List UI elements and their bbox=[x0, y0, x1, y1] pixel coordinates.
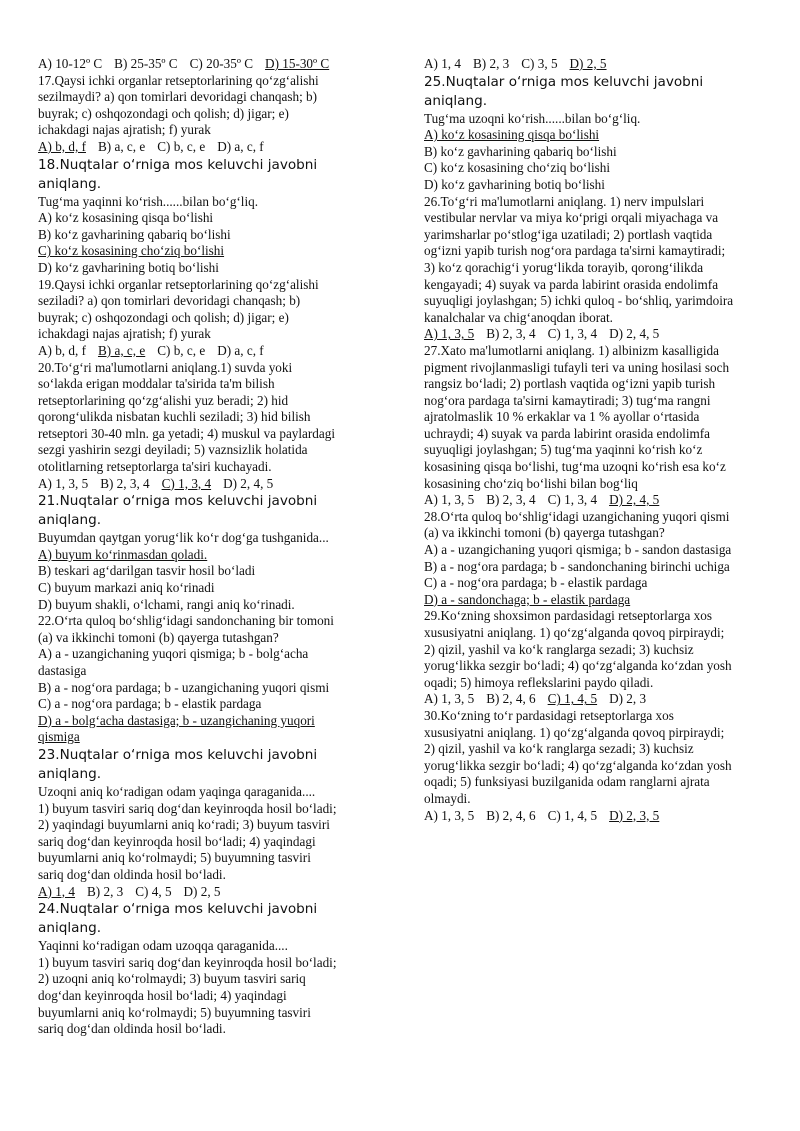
text-line: (a) va ikkinchi tomoni (b) qayerga tutashgan? bbox=[38, 629, 279, 645]
answer-option: A) 1, 4 bbox=[424, 56, 461, 71]
answer-option: A) 1, 3, 5 bbox=[424, 492, 475, 508]
text-line: D) buyum shakli, o‘lchami, rangi aniq ko‘rinadi. bbox=[38, 596, 295, 612]
text-line: 2) qizil, yashil va ko‘k ranglarga sezadi; 3) kuchsiz bbox=[424, 641, 694, 657]
text-line: uchraydi; 4) suyak va parda labirint orasida endolimfa bbox=[424, 425, 710, 441]
answer-option: B) 2, 4, 6 bbox=[486, 691, 536, 707]
text-line: 27.Xato ma'lumotlarni aniqlang. 1) albinizm kasalligida bbox=[424, 342, 719, 358]
text-line: vestibular nervlar va miya ko‘prigi orqali miyachaga va bbox=[424, 210, 719, 226]
text-line: nog‘ora pardaga ta'sirni kamaytiradi; 3) tug‘ma rangni bbox=[424, 392, 711, 408]
answer-options bbox=[38, 476, 386, 493]
text-line: retseptorlarining qo‘zg‘alishi yuz beradi; 2) hid bbox=[38, 392, 289, 408]
answer-option: B) 25-35º C bbox=[114, 56, 178, 71]
text-line: sariq dog‘dan keyinroqda hosil bo‘ladi; 4) yaqindagi bbox=[38, 833, 316, 849]
text-line: C) a - nog‘ora pardaga; b - elastik pardaga bbox=[38, 696, 262, 712]
answer-option-correct: B) a, c, e bbox=[97, 342, 146, 358]
answer-option-correct: A) b, d, f bbox=[38, 138, 86, 154]
answer-option: B) 2, 3, 4 bbox=[486, 326, 536, 342]
answer-option: D) a, c, f bbox=[217, 138, 264, 154]
text-line: Uzoqni aniq ko‘radigan odam yaqinga qaraganida.... bbox=[38, 783, 316, 799]
answer-option: B) 2, 4, 6 bbox=[486, 807, 536, 823]
text-line: A) a - uzangichaning yuqori qismiga; b - sandon dastasiga bbox=[424, 542, 732, 558]
correct-answer-line: A) ko‘z kosasining qisqa bo‘lishi bbox=[424, 127, 600, 143]
text-line: kosasining cho‘ziq bo‘lishi bilan bog‘liq bbox=[424, 475, 638, 491]
text-line: 2) qizil, yashil va ko‘k ranglarga sezadi; 3) kuchsiz bbox=[424, 741, 694, 757]
question-heading: aniqlang. bbox=[38, 920, 102, 937]
text-line: 26.To‘g‘ri ma'lumotlarni aniqlang. 1) nerv impulslari bbox=[424, 193, 705, 209]
text-line: sariq dog‘dan oldinda hosil bo‘ladi. bbox=[38, 866, 226, 882]
answer-option-correct: C) 1, 4, 5 bbox=[547, 691, 598, 707]
text-line: B) a - nog‘ora pardaga; b - sandonchaning birinchi uchiga bbox=[424, 558, 730, 574]
text-line: Buyumdan qaytgan yorug‘lik ko‘r dog‘ga tushganida... bbox=[38, 530, 329, 546]
text-line: og‘izni yapib turish nog‘ora pardaga ta'sirni kamaytiradi; bbox=[424, 243, 726, 259]
answer-options bbox=[38, 56, 386, 73]
text-line: 30.Ko‘zning to‘r pardasidagi retseptorlarga xos bbox=[424, 707, 674, 723]
question-heading: aniqlang. bbox=[38, 512, 102, 529]
answer-options bbox=[38, 139, 386, 156]
text-line: rangsiz bo‘ladi; 2) portlash vaqtida og‘izni yapib turish bbox=[424, 376, 716, 392]
text-line: xususiyatni aniqlang. 1) qo‘zg‘alganda qovoq pirpiraydi; bbox=[424, 625, 725, 640]
question-heading: 18.Nuqtalar o‘rniga mos keluvchi javobni bbox=[38, 156, 318, 173]
answer-options bbox=[424, 808, 774, 825]
text-line: 28.O‘rta quloq bo‘shlig‘idagi uzangichaning yuqori qismi bbox=[424, 508, 730, 524]
text-line: yorug‘likka sezgir bo‘ladi; 4) qo‘zg‘alganda ko‘zdan yosh bbox=[424, 658, 732, 674]
text-line: 2) uzoqni aniq ko‘rolmaydi; 3) buyum tasviri sariq bbox=[38, 971, 306, 987]
text-line: 17.Qaysi ichki organlar retseptorlarining qo‘zg‘alishi bbox=[38, 72, 319, 88]
answer-option-correct: A) 1, 3, 5 bbox=[424, 326, 475, 342]
text-line: sariq dog‘dan oldinda hosil bo‘ladi. bbox=[38, 1021, 226, 1037]
text-line: 1) buyum tasviri sariq dog‘dan keyinroqda hosil bo‘ladi; bbox=[38, 954, 337, 970]
correct-answer-line: D) a - sandonchaga; b - elastik pardaga bbox=[424, 591, 631, 607]
question-heading: aniqlang. bbox=[424, 92, 488, 109]
answer-options bbox=[38, 343, 386, 360]
correct-answer-line: D) a - bolg‘acha dastasiga; b - uzangichaning yuqori bbox=[38, 712, 315, 728]
text-line: dastasiga bbox=[38, 663, 87, 678]
answer-option: D) 2, 4, 5 bbox=[609, 326, 660, 342]
answer-options bbox=[38, 884, 386, 901]
answer-options bbox=[424, 492, 774, 509]
text-line: B) teskari ag‘darilgan tasvir hosil bo‘ladi bbox=[38, 563, 256, 579]
text-line: B) ko‘z gavharining qabariq bo‘lishi bbox=[38, 226, 231, 242]
text-line: sezilmaydi? a) qon tomirlari devoridagi chanqash; b) bbox=[38, 89, 318, 105]
left-column bbox=[38, 56, 386, 1038]
correct-answer-line: qismiga bbox=[38, 729, 80, 745]
text-line: C) buyum markazi aniq ko‘rinadi bbox=[38, 580, 215, 596]
answer-option: A) b, d, f bbox=[38, 342, 86, 358]
text-line: dog‘dan keyinroqda hosil bo‘ladi; 4) yaqindagi bbox=[38, 987, 287, 1003]
text-line: D) ko‘z gavharining botiq bo‘lishi bbox=[38, 259, 219, 275]
answer-option: A) 10-12º C bbox=[38, 56, 103, 71]
text-line: Yaqinni ko‘radigan odam uzoqqa qaraganida.... bbox=[38, 938, 288, 954]
text-line: Tug‘ma yaqinni ko‘rish......bilan bo‘g‘liq. bbox=[38, 193, 259, 209]
text-line: otolitlarning retseptorlarga ta'siri kuchayadi. bbox=[38, 459, 272, 475]
answer-option-correct: D) 2, 3, 5 bbox=[609, 807, 660, 823]
question-heading: 21.Nuqtalar o‘rniga mos keluvchi javobni bbox=[38, 493, 318, 510]
text-line: qorong‘ulikda nisbatan kuchli seziladi; 3) hid bilish bbox=[38, 409, 311, 425]
text-line: 3) ko‘z qorachig‘i yorug‘likda torayib, qorong‘ilikda bbox=[424, 259, 704, 275]
answer-options bbox=[424, 326, 774, 343]
text-line: 29.Ko‘zning shoxsimon pardasidagi retseptorlarga xos bbox=[424, 608, 712, 624]
answer-option: A) 1, 3, 5 bbox=[38, 475, 89, 491]
answer-option: B) 2, 3 bbox=[473, 56, 510, 71]
right-column bbox=[424, 56, 774, 824]
answer-option: B) 2, 3, 4 bbox=[486, 492, 536, 508]
correct-answer-line: A) buyum ko‘rinmasdan qoladi. bbox=[38, 546, 208, 562]
answer-option: C) 1, 3, 4 bbox=[547, 326, 598, 342]
text-line: xususiyatni aniqlang. 1) qo‘zg‘alganda qovoq pirpiraydi; bbox=[424, 724, 725, 740]
answer-option: B) 2, 3, 4 bbox=[100, 475, 150, 491]
answer-options bbox=[424, 691, 774, 708]
text-line: olmaydi. bbox=[424, 790, 471, 806]
question-heading: 25.Nuqtalar o‘rniga mos keluvchi javobni bbox=[424, 73, 704, 90]
text-line: 1) buyum tasviri sariq dog‘dan keyinroqda hosil bo‘ladi; bbox=[38, 800, 337, 816]
answer-option: D) 2, 5 bbox=[183, 883, 221, 899]
answer-option: C) 1, 4, 5 bbox=[547, 807, 598, 823]
answer-option-correct: C) 1, 3, 4 bbox=[161, 475, 212, 491]
answer-option-correct: D) 15-30º C bbox=[265, 56, 330, 71]
text-line: buyumlarni aniq ko‘rolmaydi; 5) buyumning tasviri bbox=[38, 850, 311, 866]
text-line: ajratolmaslik 10 % erkaklar va 1 % ayollar o‘rtasida bbox=[424, 409, 700, 425]
answer-option: C) 1, 3, 4 bbox=[547, 492, 598, 508]
text-line: Tug‘ma uzoqni ko‘rish......bilan bo‘g‘liq. bbox=[424, 110, 641, 126]
text-line: buyumlarni aniq ko‘rolmaydi; 5) buyumning tasviri bbox=[38, 1004, 311, 1020]
text-line: buyrak; c) oshqozondagi och qolish; d) jigar; e) bbox=[38, 309, 289, 325]
text-line: 22.O‘rta quloq bo‘shlig‘idagi sandonchaning bir tomoni bbox=[38, 613, 334, 629]
text-line: A) a - uzangichaning yuqori qismiga; b - bolg‘acha bbox=[38, 646, 309, 662]
answer-option-correct: D) 2, 4, 5 bbox=[609, 492, 660, 508]
text-line: ichakdagi najas ajratish; f) yurak bbox=[38, 122, 211, 138]
text-line: kengayadi; 4) suyak va parda labirint orasida endolimfa bbox=[424, 276, 719, 292]
text-line: D) ko‘z gavharining botiq bo‘lishi bbox=[424, 176, 605, 192]
text-line: kanalchalar va chig‘anoqdan iborat. bbox=[424, 309, 613, 325]
answer-option: C) b, c, e bbox=[157, 342, 206, 358]
text-line: B) a - nog‘ora pardaga; b - uzangichaning yuqori qismi bbox=[38, 679, 330, 695]
answer-option: C) b, c, e bbox=[157, 138, 206, 154]
correct-answer-line: C) ko‘z kosasining cho‘ziq bo‘lishi bbox=[38, 243, 225, 259]
answer-option: D) 2, 4, 5 bbox=[223, 475, 274, 491]
text-line: buyrak; c) oshqozondagi och qolish; d) jigar; e) bbox=[38, 105, 289, 121]
answer-option: A) 1, 3, 5 bbox=[424, 691, 475, 707]
question-heading: aniqlang. bbox=[38, 175, 102, 192]
question-heading: 24.Nuqtalar o‘rniga mos keluvchi javobni bbox=[38, 901, 318, 918]
text-line: kosasining qisqa bo‘lishi, tug‘ma uzoqni ko‘rish esa ko‘z bbox=[424, 459, 726, 475]
text-line: suyuqligi joylashgan; 5) tug‘ma yaqinni ko‘rish ko‘z bbox=[424, 442, 703, 458]
text-line: A) ko‘z kosasining qisqa bo‘lishi bbox=[38, 210, 214, 226]
answer-option: B) a, c, e bbox=[97, 138, 146, 154]
text-line: 2) yaqindagi buyumlarni aniq ko‘radi; 3) buyum tasviri bbox=[38, 817, 330, 833]
text-line: ichakdagi najas ajratish; f) yurak bbox=[38, 326, 211, 342]
answer-option: D) a, c, f bbox=[217, 342, 264, 358]
text-line: so‘lakda erigan moddalar ta'sirida ta'm bilish bbox=[38, 376, 275, 392]
question-heading: 23.Nuqtalar o‘rniga mos keluvchi javobni bbox=[38, 746, 318, 763]
text-line: oqadi; 5) himoya reflekslarini paydo qiladi. bbox=[424, 674, 654, 690]
answer-option-correct: D) 2, 5 bbox=[569, 56, 607, 71]
text-line: suyuqligi joylashgan; 5) ichki quloq - bo‘shliq, yarimdoira bbox=[424, 293, 734, 309]
answer-option: B) 2, 3 bbox=[87, 883, 124, 899]
text-line: B) ko‘z gavharining qabariq bo‘lishi bbox=[424, 143, 617, 159]
text-line: yorug‘likka sezgir bo‘ladi; 4) qo‘zg‘alganda ko‘zdan yosh bbox=[424, 757, 732, 773]
text-line: yarimsharlar po‘stlog‘iga uzatiladi; 2) portlash vaqtida bbox=[424, 226, 713, 242]
text-line: C) a - nog‘ora pardaga; b - elastik pardaga bbox=[424, 575, 648, 591]
answer-option: D) 2, 3 bbox=[609, 691, 647, 707]
text-line: 20.To‘g‘ri ma'lumotlarni aniqlang.1) suvda yoki bbox=[38, 359, 293, 375]
text-line: seziladi? a) qon tomirlari devoridagi chanqash; b) bbox=[38, 293, 301, 309]
answer-option: C) 3, 5 bbox=[521, 56, 558, 71]
text-line: oqadi; 5) funksiyasi buzilganida odam ranglarni ajrata bbox=[424, 774, 710, 790]
answer-option: C) 20-35º C bbox=[189, 56, 254, 71]
answer-options bbox=[424, 56, 774, 73]
answer-option: A) 1, 3, 5 bbox=[424, 807, 475, 823]
question-heading: aniqlang. bbox=[38, 765, 102, 782]
text-line: 19.Qaysi ichki organlar retseptorlarining qo‘zg‘alishi bbox=[38, 276, 319, 292]
answer-option-correct: A) 1, 4 bbox=[38, 883, 75, 899]
text-line: sezgi yashirin sezgi deyiladi; 5) vaznsizlik holatida bbox=[38, 442, 308, 458]
answer-option: C) 4, 5 bbox=[135, 883, 172, 899]
text-line: pigment rivojlanmasligi tufayli teri va uning hosilasi soch bbox=[424, 359, 730, 375]
text-line: C) ko‘z kosasining cho‘ziq bo‘lishi bbox=[424, 160, 611, 176]
text-line: (a) va ikkinchi tomoni (b) qayerga tutashgan? bbox=[424, 525, 665, 541]
text-line: retseptori 30-40 mln. ga yetadi; 4) muskul va paylardagi bbox=[38, 425, 336, 441]
